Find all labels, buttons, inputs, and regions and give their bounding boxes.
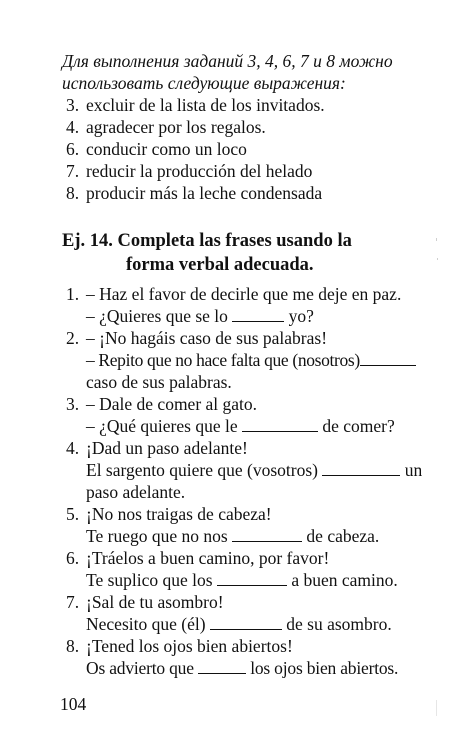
item-text: – ¿Qué quieres que le [86, 416, 238, 436]
scan-speck [436, 700, 437, 716]
item-number: 1. [66, 284, 80, 304]
item-text: un [404, 460, 423, 480]
phrase-number: 3. [66, 95, 80, 115]
item-text: de su asombro. [286, 614, 392, 634]
item-text: yo? [288, 306, 314, 326]
phrase-text: reducir la producción del helado [86, 161, 313, 181]
answer-blank[interactable] [232, 306, 284, 322]
item-line-b [86, 613, 392, 635]
intro-line-1: Для выполнения заданий 3, 4, 6, 7 и 8 можно [62, 51, 393, 71]
item-text: Te suplico que los [86, 570, 213, 590]
item-text: – Repito que no hace falta que (nosotros) [86, 350, 360, 370]
item-number: 2. [66, 328, 80, 348]
item-line-b [86, 305, 314, 327]
item-line-a: – Dale de comer al gato. [86, 394, 258, 414]
item-text: de comer? [322, 416, 395, 436]
item-line-b [86, 525, 379, 547]
phrase-number: 6. [66, 139, 80, 159]
item-line-b [86, 569, 398, 591]
item-number: 5. [66, 504, 80, 524]
item-line-b [86, 459, 422, 481]
item-text: a buen camino. [291, 570, 398, 590]
item-line-b [86, 415, 395, 437]
item-text: Necesito que (él) [86, 614, 206, 634]
item-number: 7. [66, 592, 80, 612]
item-line-c: caso de sus palabras. [86, 372, 232, 392]
item-line-a: ¡Dad un paso adelante! [86, 438, 248, 458]
phrase-number: 4. [66, 117, 80, 137]
answer-blank[interactable] [232, 526, 302, 542]
answer-blank[interactable] [322, 460, 400, 476]
phrase-text: conducir como un loco [86, 139, 247, 159]
answer-blank[interactable] [217, 570, 287, 586]
item-text: de cabeza. [306, 526, 380, 546]
answer-blank[interactable] [360, 350, 416, 366]
item-number: 3. [66, 394, 80, 414]
scan-speck [437, 258, 438, 260]
item-line-a: – ¡No hagáis caso de sus palabras! [86, 328, 328, 348]
phrase-text: producir más la leche condensada [86, 183, 323, 203]
item-number: 4. [66, 438, 80, 458]
item-line-a: ¡Tened los ojos bien abiertos! [86, 636, 293, 656]
item-line-c: paso adelante. [86, 482, 186, 502]
scan-speck [436, 238, 437, 241]
item-text: – ¿Quieres que se lo [86, 306, 228, 326]
answer-blank[interactable] [210, 614, 282, 630]
item-text: Te ruego que no nos [86, 526, 228, 546]
exercise-title-line-1: Ej. 14. Completa las frases usando la [62, 231, 352, 251]
intro-line-2: использовать следующие выражения: [62, 73, 346, 93]
item-number: 8. [66, 636, 80, 656]
item-line-a: ¡Sal de tu asombro! [86, 592, 224, 612]
phrase-text: excluir de la lista de los invitados. [86, 95, 325, 115]
item-line-a: ¡No nos traigas de cabeza! [86, 504, 272, 524]
phrase-number: 8. [66, 183, 80, 203]
item-text: los ojos bien abiertos. [250, 658, 399, 678]
item-text: El sargento quiere que (vosotros) [86, 460, 318, 480]
phrase-number: 7. [66, 161, 80, 181]
exercise-title-line-2: forma verbal adecuada. [126, 255, 314, 275]
item-line-a: ¡Tráelos a buen camino, por favor! [86, 548, 330, 568]
item-number: 6. [66, 548, 80, 568]
item-line-b [86, 349, 416, 371]
item-line-a: – Haz el favor de decirle que me deje en paz. [86, 284, 402, 304]
answer-blank[interactable] [242, 416, 318, 432]
answer-blank[interactable] [198, 658, 246, 674]
item-text: Os advierto que [86, 658, 194, 678]
phrase-text: agradecer por los regalos. [86, 117, 266, 137]
item-line-b [86, 657, 398, 679]
page-number: 104 [60, 694, 87, 714]
